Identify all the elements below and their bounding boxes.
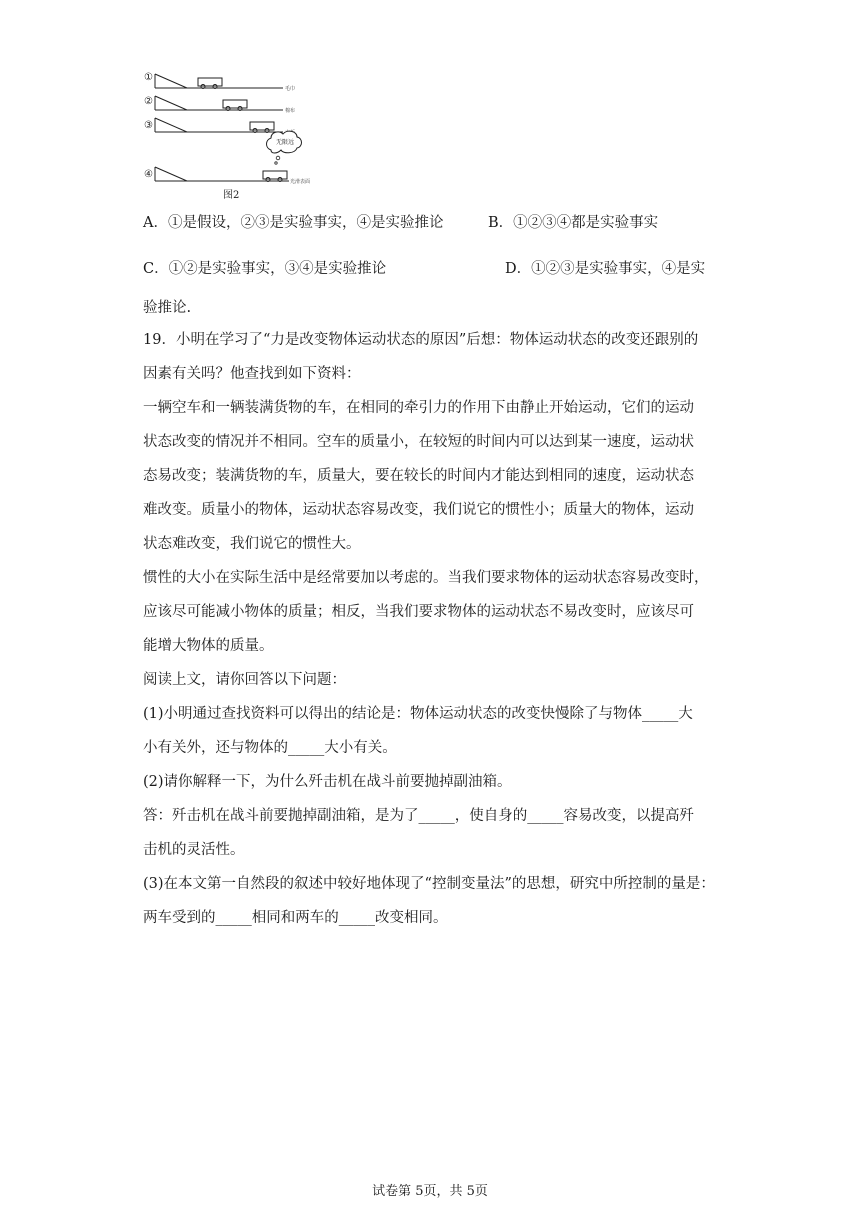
q19-line-8: 惯性的大小在实际生活中是经常要加以考虑的。当我们要求物体的运动状态容易改变时， [143,570,709,586]
q19-line-9: 应该尽可能减小物体的质量；相反，当我们要求物体的运动状态不易改变时，应该尽可 [143,604,694,620]
q19-line-14: (2)请你解释一下，为什么歼击机在战斗前要抛掉副油箱。 [143,774,512,790]
q19-line-16: 击机的灵活性。 [143,842,245,858]
q19-line-11: 阅读上文，请你回答以下问题： [143,672,346,688]
option-c: C．①②是实验事实，③④是实验推论 [143,261,387,277]
q19-line-1: 19．小明在学习了“力是改变物体运动状态的原因”后想：物体运动状态的改变还跟别的 [143,332,699,348]
q19-line-12: (1)小明通过查找资料可以得出的结论是：物体运动状态的改变快慢除了与物体_____大 [143,706,693,722]
q19-line-13: 小有关外，还与物体的_____大小有关。 [143,740,397,756]
q19-line-4: 状态改变的情况并不相同。空车的质量小，在较短的时间内可以达到某一速度，运动状 [143,434,694,450]
row-label-4: ④ [144,169,153,180]
surface-label-4: 光滑表面 [290,179,311,185]
option-a: A．①是假设，②③是实验事实，④是实验推论 [143,215,444,231]
row-label-2: ② [144,96,153,107]
q19-line-18: 两车受到的_____相同和两车的_____改变相同。 [143,910,448,926]
q19-line-10: 能增大物体的质量。 [143,638,274,654]
figure-caption: 图2 [223,190,240,201]
q19-line-15: 答：歼击机在战斗前要抛掉副油箱，是为了_____，使自身的_____容易改变，以提高歼 [143,808,694,824]
inclined-plane-diagram [143,68,333,203]
q19-line-3: 一辆空车和一辆装满货物的车，在相同的牵引力的作用下由静止开始运动，它们的运动 [143,400,694,416]
row-label-3: ③ [144,120,153,131]
q19-line-6: 难改变。质量小的物体，运动状态容易改变，我们说它的惯性小；质量大的物体，运动 [143,502,694,518]
q19-line-17: (3)在本文第一自然段的叙述中较好地体现了“控制变量法”的思想，研究中所控制的量是： [143,876,715,892]
experiment-figure [143,68,333,203]
option-d: D．①②③是实验事实，④是实 [505,261,706,277]
surface-label-1: 毛巾 [285,86,296,92]
q19-line-2: 因素有关吗？他查找到如下资料： [143,366,361,382]
row-label-1: ① [144,72,153,83]
option-b: B．①②③④都是实验事实 [488,215,659,231]
q19-line-7: 状态难改变，我们说它的惯性大。 [143,536,361,552]
option-d-continued: 验推论. [143,300,192,316]
surface-label-2: 棉布 [285,108,296,114]
page-footer: 试卷第 5页，共 5页 [372,1184,488,1199]
bubble-text: 无限远 [276,139,295,146]
q19-line-5: 态易改变；装满货物的车，质量大，要在较长的时间内才能达到相同的速度，运动状态 [143,468,694,484]
